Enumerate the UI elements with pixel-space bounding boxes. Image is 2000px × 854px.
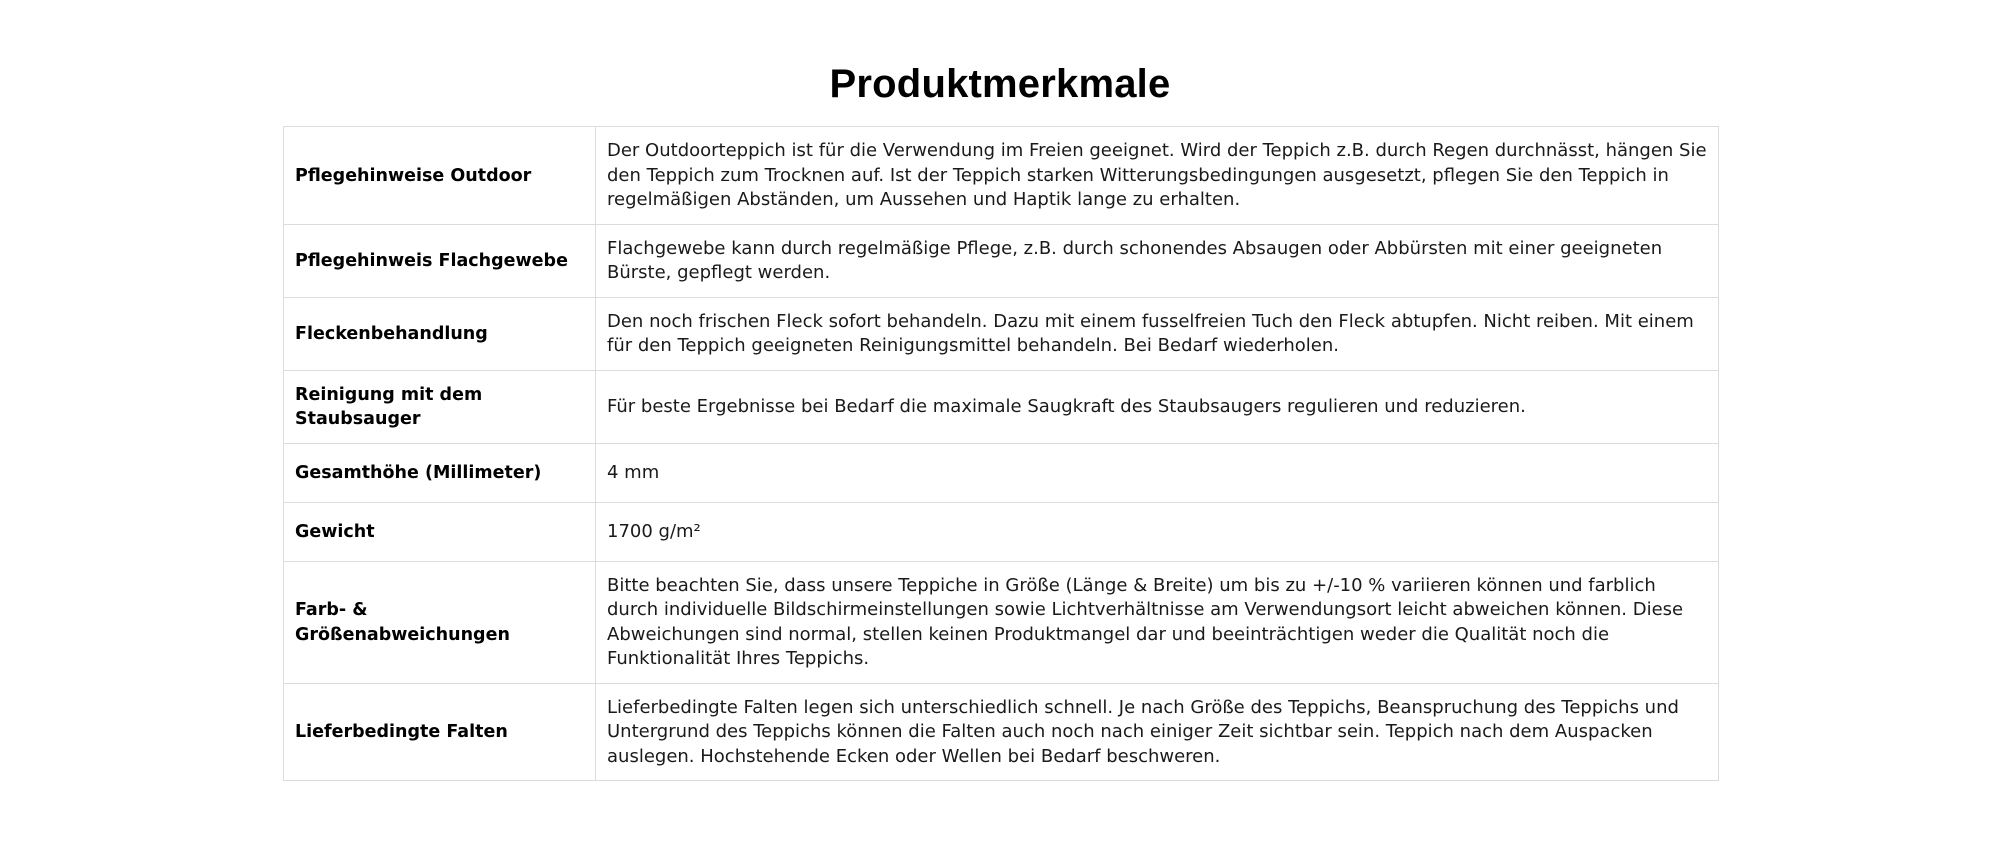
table-row-pflegehinweis-flachgewebe — [284, 224, 1719, 297]
table-row-gewicht — [284, 502, 1719, 561]
row-value: Der Outdoorteppich ist für die Verwendung im Freien geeignet. Wird der Teppich z.B. durch Regen durchnässt, hängen Sie den Teppich zum Trocknen auf. Ist der Teppich starken Witterungsbedingungen ausgesetzt, pflegen Sie den Teppich in regelmäßigen Abständen, um Aussehen und Haptik lange zu erhalten. — [596, 127, 1719, 225]
product-features-table — [283, 126, 1719, 781]
row-value: 1700 g/m² — [596, 502, 1719, 561]
table-row-farb-groessenabweichungen — [284, 561, 1719, 683]
row-value: Flachgewebe kann durch regelmäßige Pflege, z.B. durch schonendes Absaugen oder Abbürsten mit einer geeigneten Bürste, gepflegt werden. — [596, 224, 1719, 297]
table-row-pflegehinweise-outdoor — [284, 127, 1719, 225]
page-title: Produktmerkmale — [829, 62, 1171, 106]
row-value: Lieferbedingte Falten legen sich unterschiedlich schnell. Je nach Größe des Teppichs, Beanspruchung des Teppichs und Untergrund des Teppichs können die Falten auch noch nach einiger Zeit sichtbar sein. Teppich nach dem Auspacken auslegen. Hochstehende Ecken oder Wellen bei Bedarf beschweren. — [596, 683, 1719, 781]
row-label: Reinigung mit dem Staubsauger — [284, 370, 596, 443]
row-value: 4 mm — [596, 443, 1719, 502]
table-row-lieferbedingte-falten — [284, 683, 1719, 781]
row-label: Gewicht — [284, 502, 596, 561]
row-value: Den noch frischen Fleck sofort behandeln. Dazu mit einem fusselfreien Tuch den Fleck abtupfen. Nicht reiben. Mit einem für den Teppich geeigneten Reinigungsmittel behandeln. Bei Bedarf wiederholen. — [596, 297, 1719, 370]
row-label: Lieferbedingte Falten — [284, 683, 596, 781]
row-label: Fleckenbehandlung — [284, 297, 596, 370]
row-label: Gesamthöhe (Millimeter) — [284, 443, 596, 502]
table-row-fleckenbehandlung — [284, 297, 1719, 370]
row-label: Pflegehinweise Outdoor — [284, 127, 596, 225]
row-label: Farb- & Größenabweichungen — [284, 561, 596, 683]
row-value: Für beste Ergebnisse bei Bedarf die maximale Saugkraft des Staubsaugers regulieren und reduzieren. — [596, 370, 1719, 443]
table-row-reinigung-staubsauger — [284, 370, 1719, 443]
row-value: Bitte beachten Sie, dass unsere Teppiche in Größe (Länge & Breite) um bis zu +/-10 % variieren können und farblich durch individuelle Bildschirmeinstellungen sowie Lichtverhältnisse am Verwendungsort leicht abweichen können. Diese Abweichungen sind normal, stellen keinen Produktmangel dar und beeinträchtigen weder die Qualität noch die Funktionalität Ihres Teppichs. — [596, 561, 1719, 683]
table-row-gesamthoehe — [284, 443, 1719, 502]
row-label: Pflegehinweis Flachgewebe — [284, 224, 596, 297]
